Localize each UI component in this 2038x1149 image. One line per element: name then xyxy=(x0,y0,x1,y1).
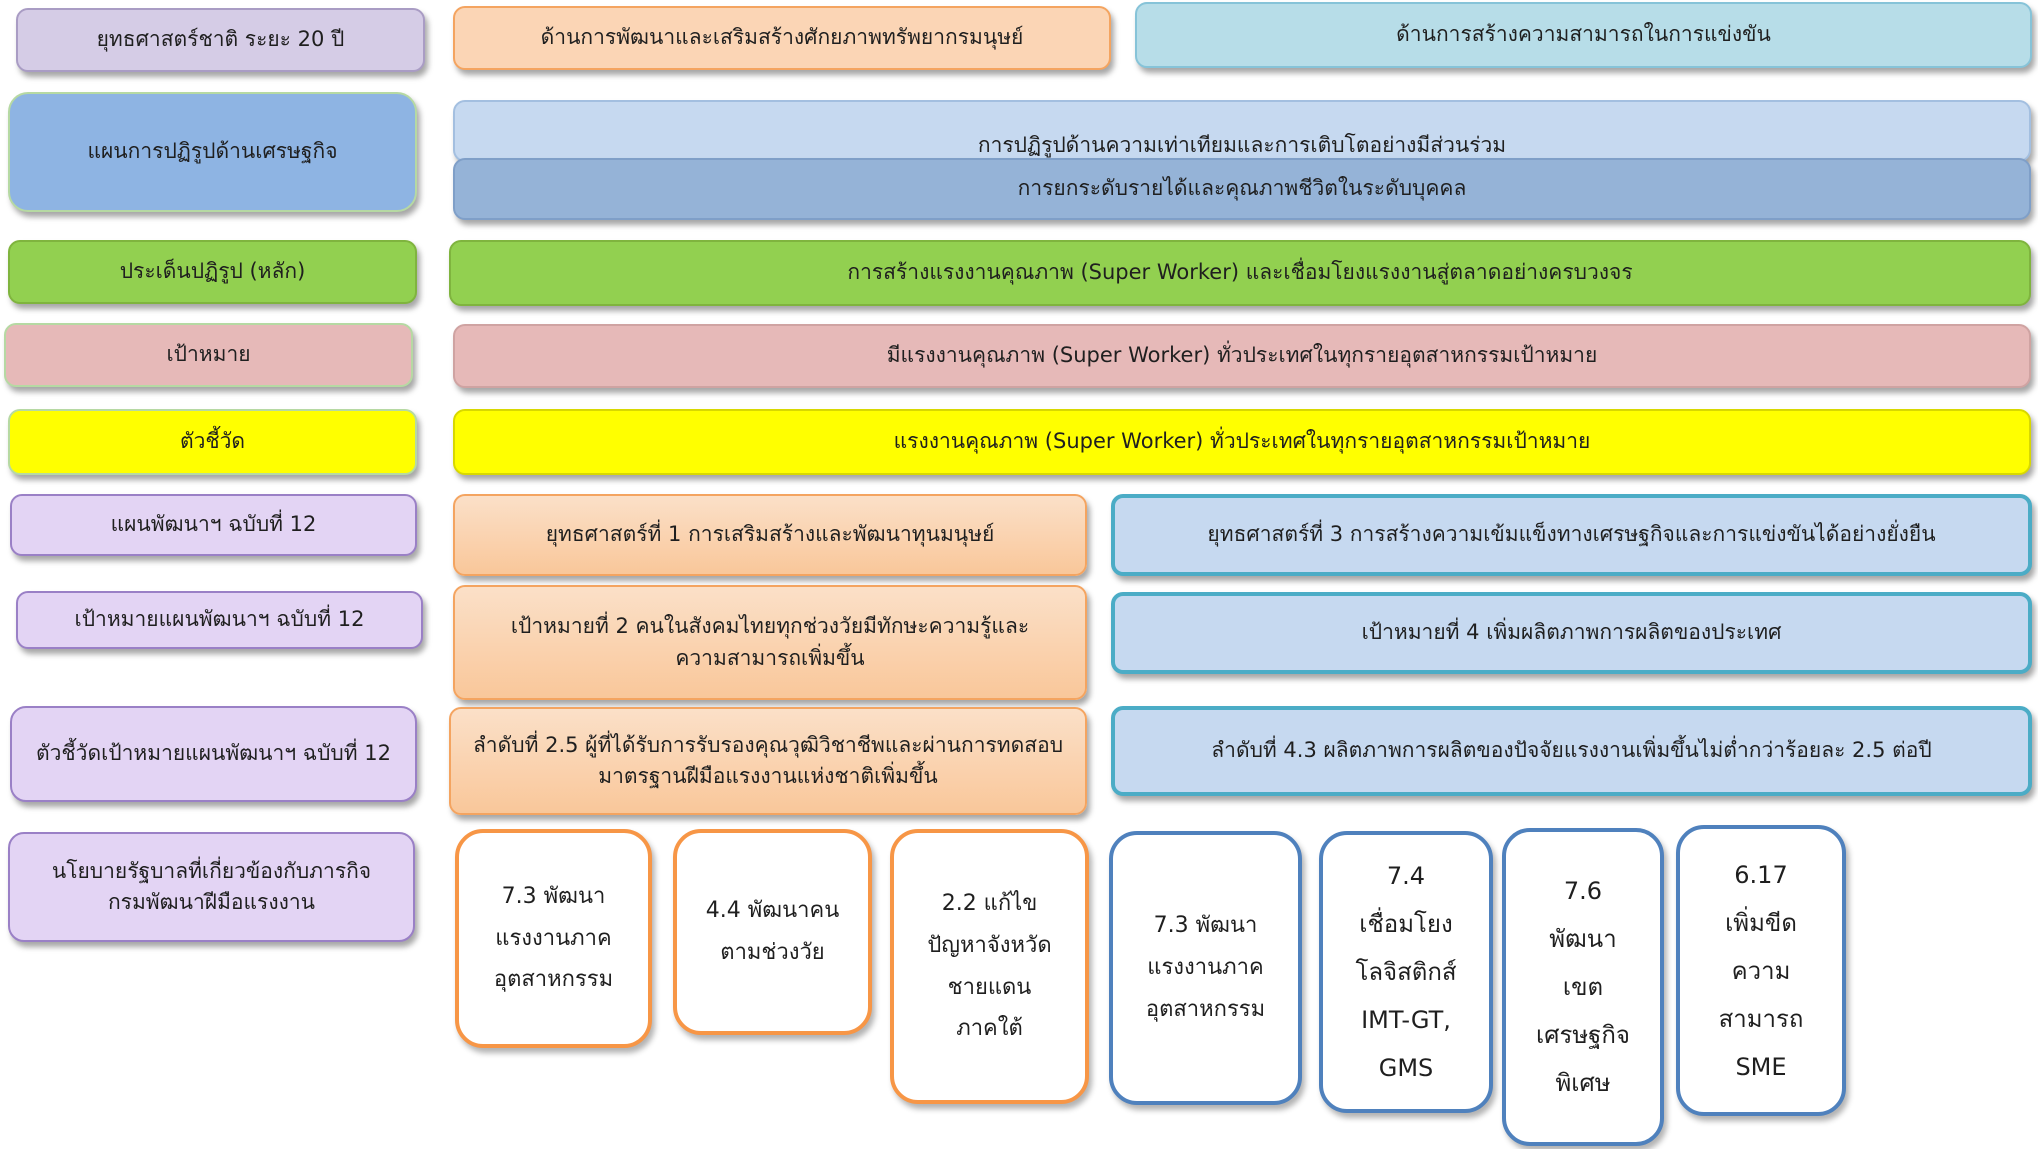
plan12-target2 xyxy=(453,585,1087,700)
policy-lines xyxy=(1719,851,1804,1091)
label-text: ตัวชี้วัด xyxy=(179,429,246,454)
policy-lines xyxy=(1146,905,1265,1030)
policy-line: SME xyxy=(1735,1052,1787,1081)
reform-equality xyxy=(453,100,2031,162)
plan12-indicator25 xyxy=(449,707,1087,815)
policy-line: เพิ่มขีด xyxy=(1725,908,1797,937)
label-line: กรมพัฒนาฝีมือแรงงาน xyxy=(107,890,315,914)
policy-line: พัฒนา xyxy=(1549,925,1617,953)
policy-line: โลจิสติกส์ xyxy=(1355,958,1457,986)
indicator-text: แรงงานคุณภาพ (Super Worker) ทั่วประเทศในทุกรายอุตสาหกรรมเป้าหมาย xyxy=(893,429,1591,454)
policy-line: 7.6 xyxy=(1563,877,1603,905)
plan12-strategy1 xyxy=(453,494,1087,576)
plan-text: ยุทธศาสตร์ที่ 3 การสร้างความเข้มแข็งทางเศรษฐกิจและการแข่งขันได้อย่างยั่งยืน xyxy=(1207,522,1936,547)
plan-text: ยุทธศาสตร์ที่ 1 การเสริมสร้างและพัฒนาทุนมนุษย์ xyxy=(545,522,995,547)
label-economic-reform-plan xyxy=(8,92,417,212)
policy-line: แรงงานภาค xyxy=(1147,955,1264,981)
policy-card xyxy=(1319,831,1493,1113)
policy-line: ปัญหาจังหวัด xyxy=(927,932,1052,958)
plan-text-block xyxy=(511,611,1029,674)
policy-line: 2.2 แก้ไข xyxy=(941,890,1038,916)
policy-line: ภาคใต้ xyxy=(956,1016,1023,1042)
policy-line: เขต xyxy=(1562,973,1604,1001)
label-text: ตัวชี้วัดเป้าหมายแผนพัฒนาฯ ฉบับที่ 12 xyxy=(35,741,392,766)
label-plan12-indicator xyxy=(10,706,417,802)
policy-line: สามารถ xyxy=(1718,1004,1804,1033)
policy-line: แรงงานภาค xyxy=(495,925,612,951)
reform-text: การยกระดับรายได้และคุณภาพชีวิตในระดับบุคคล xyxy=(1017,176,1467,201)
policy-line: IMT-GT, xyxy=(1361,1006,1451,1034)
policy-card xyxy=(1502,828,1664,1146)
plan-line: ลำดับที่ 2.5 ผู้ที่ได้รับการรับรองคุณวุฒิวิชาชีพและผ่านการทดสอบ xyxy=(472,732,1064,757)
strategy-competitiveness xyxy=(1135,2,2032,68)
label-plan12-target xyxy=(16,591,423,649)
plan-line: เป้าหมายที่ 2 คนในสังคมไทยทุกช่วงวัยมีทักษะความรู้และ xyxy=(510,614,1030,638)
policy-lines xyxy=(927,883,1051,1050)
strategy-text: ด้านการสร้างความสามารถในการแข่งขัน xyxy=(1396,22,1771,47)
reform-text: การปฏิรูปด้านความเท่าเทียมและการเติบโตอย่างมีส่วนร่วม xyxy=(977,133,1507,158)
label-text-block xyxy=(52,856,371,919)
plan12-strategy3 xyxy=(1111,494,2032,576)
label-plan12 xyxy=(10,494,417,556)
policy-card xyxy=(673,829,872,1035)
label-text: แผนพัฒนาฯ ฉบับที่ 12 xyxy=(110,512,317,537)
plan-text: ลำดับที่ 4.3 ผลิตภาพการผลิตของปัจจัยแรงงานเพิ่มขึ้นไม่ต่ำกว่าร้อยละ 2.5 ต่อปี xyxy=(1211,738,1932,763)
label-indicator xyxy=(8,409,417,475)
plan-line: มาตรฐานฝีมือแรงงานแห่งชาติเพิ่มขึ้น xyxy=(598,764,938,788)
policy-line: เศรษฐกิจ xyxy=(1536,1021,1630,1049)
label-national-strategy xyxy=(16,8,425,72)
target-text: มีแรงงานคุณภาพ (Super Worker) ทั่วประเทศในทุกรายอุตสาหกรรมเป้าหมาย xyxy=(886,343,1598,368)
policy-line: 7.4 xyxy=(1386,862,1426,890)
policy-card xyxy=(890,829,1089,1104)
label-text: ยุทธศาสตร์ชาติ ระยะ 20 ปี xyxy=(96,27,345,52)
policy-line: 4.4 พัฒนาคน xyxy=(705,898,840,924)
label-reform-issue xyxy=(8,240,417,304)
policy-line: 6.17 xyxy=(1734,860,1788,889)
policy-line: ความ xyxy=(1731,956,1791,985)
label-line: นโยบายรัฐบาลที่เกี่ยวข้องกับภารกิจ xyxy=(51,858,372,883)
policy-card xyxy=(455,829,652,1048)
strategy-human-resource xyxy=(453,6,1111,70)
plan-text-block xyxy=(473,730,1063,793)
policy-line: เชื่อมโยง xyxy=(1359,910,1453,938)
label-government-policy xyxy=(8,832,415,942)
indicator-box xyxy=(453,409,2031,475)
policy-line: ตามช่วงวัย xyxy=(720,940,825,965)
label-text: เป้าหมายแผนพัฒนาฯ ฉบับที่ 12 xyxy=(74,607,365,632)
policy-card xyxy=(1676,825,1846,1116)
policy-lines xyxy=(1355,852,1456,1092)
strategy-text: ด้านการพัฒนาและเสริมสร้างศักยภาพทรัพยากรมนุษย์ xyxy=(540,25,1024,50)
label-text: เป้าหมาย xyxy=(166,342,251,367)
plan-line: ความสามารถเพิ่มขึ้น xyxy=(675,645,865,670)
plan-text: เป้าหมายที่ 4 เพิ่มผลิตภาพการผลิตของประเทศ xyxy=(1361,620,1782,645)
label-text: แผนการปฏิรูปด้านเศรษฐกิจ xyxy=(87,139,338,164)
reform-issue-box xyxy=(449,240,2031,306)
policy-line: 7.3 พัฒนา xyxy=(501,883,606,909)
policy-lines xyxy=(706,890,840,974)
issue-text: การสร้างแรงงานคุณภาพ (Super Worker) และเชื่อมโยงแรงงานสู่ตลาดอย่างครบวงจร xyxy=(847,260,1633,285)
reform-income xyxy=(453,158,2031,220)
policy-line: อุตสาหกรรม xyxy=(1145,996,1266,1022)
plan12-target4 xyxy=(1111,592,2032,674)
target-box xyxy=(453,324,2031,388)
plan12-indicator43 xyxy=(1111,706,2032,796)
label-target xyxy=(4,323,413,387)
label-text: ประเด็นปฏิรูป (หลัก) xyxy=(119,259,306,284)
policy-line: 7.3 พัฒนา xyxy=(1153,913,1258,939)
policy-line: อุตสาหกรรม xyxy=(493,967,614,993)
policy-line: พิเศษ xyxy=(1555,1069,1611,1097)
policy-lines xyxy=(1536,867,1630,1107)
policy-line: GMS xyxy=(1378,1054,1434,1082)
policy-card xyxy=(1109,831,1302,1105)
policy-line: ชายแดน xyxy=(947,974,1032,1000)
policy-lines xyxy=(494,876,613,1001)
